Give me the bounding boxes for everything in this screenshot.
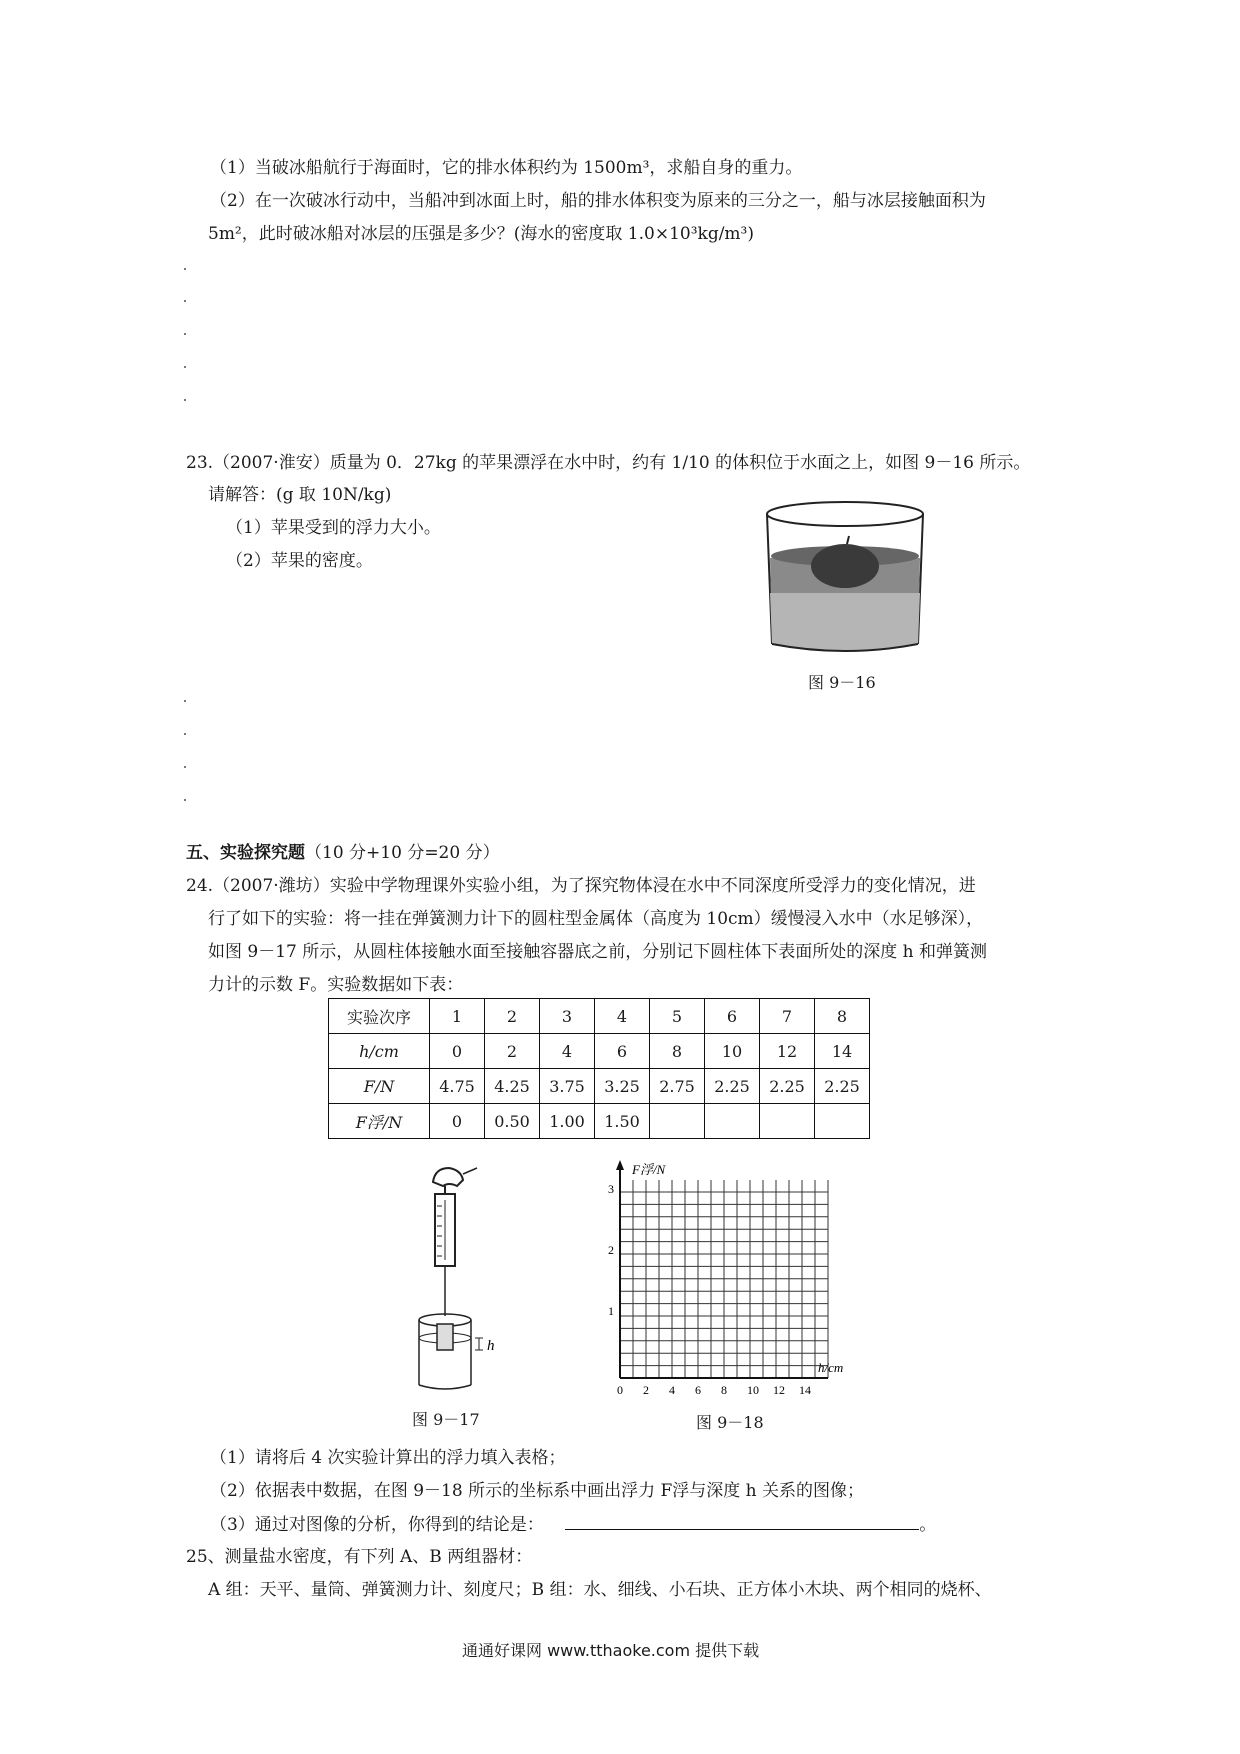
table-cell: 2.25 [760,1069,815,1104]
table-cell: 2 [485,1034,540,1069]
table-cell: 5 [650,999,705,1034]
margin-dot [184,333,186,335]
table-cell: 2 [485,999,540,1034]
table-cell: 0 [430,1104,485,1139]
table-cell: 12 [760,1034,815,1069]
x-tick-label: 14 [799,1383,811,1397]
experiment-data-table [328,998,870,1139]
q25-line2: A 组：天平、量筒、弹簧测力计、刻度尺；B 组：水、细线、小石块、正方体小木块、两个相同的烧杯、 [208,1580,992,1600]
table-cell: 4 [595,999,650,1034]
section-5-score: （10 分+10 分=20 分） [305,843,500,863]
table-cell-blank [760,1104,815,1139]
table-row-h [329,1034,870,1069]
margin-dot [184,733,186,735]
table-cell: 1.50 [595,1104,650,1139]
margin-dot [184,766,186,768]
x-tick-label: 6 [695,1383,701,1397]
table-cell: 6 [595,1034,650,1069]
beaker-apple-figure [760,498,930,660]
q23-line2: 请解答：(g 取 10N/kg) [208,485,392,505]
y-axis-label: F浮/N [632,1162,666,1177]
q23-part2: （2）苹果的密度。 [226,551,373,571]
q22-part1: （1）当破冰船航行于海面时，它的排水体积约为 1500m³，求船自身的重力。 [210,158,803,178]
margin-dot [184,268,186,270]
table-row-header: 实验次序 [329,999,430,1034]
table-cell-blank [650,1104,705,1139]
margin-dot [184,799,186,801]
table-cell: 0.50 [485,1104,540,1139]
q24-part1: （1）请将后 4 次实验计算出的浮力填入表格； [210,1448,566,1468]
x-tick-label: 10 [747,1383,759,1397]
svg-text:h: h [487,1338,495,1354]
section-5-title: 五、实验探究题 [186,843,305,863]
table-cell: 8 [815,999,870,1034]
section-5-heading [186,842,500,864]
margin-dot [184,700,186,702]
table-cell: 2.25 [705,1069,760,1104]
table-cell: 10 [705,1034,760,1069]
table-cell: 0 [430,1034,485,1069]
table-cell: 3 [540,999,595,1034]
x-tick-label: 4 [669,1383,675,1397]
table-cell: 2.75 [650,1069,705,1104]
y-tick-label: 3 [608,1182,614,1196]
margin-dot [184,300,186,302]
footer-text: 通通好课网 www.tthaoke.com 提供下载 [462,1641,760,1660]
fig-9-17-caption: 图 9－17 [412,1410,480,1429]
table-cell: 4.25 [485,1069,540,1104]
q24-line4: 力计的示数 F。实验数据如下表： [208,975,464,995]
q22-part2-line2: 5m²，此时破冰船对冰层的压强是多少？(海水的密度取 1.0×10³kg/m³) [208,224,754,244]
q24-part3-text: （3）通过对图像的分析，你得到的结论是： [210,1515,544,1535]
coordinate-grid-figure [596,1160,866,1400]
table-cell-blank [815,1104,870,1139]
table-cell: 4 [540,1034,595,1069]
q24-line3: 如图 9－17 所示，从圆柱体接触水面至接触容器底之前，分别记下圆柱体下表面所处的深度 h 和弹簧测 [208,942,988,962]
table-cell: 2.25 [815,1069,870,1104]
q24-part2: （2）依据表中数据，在图 9－18 所示的坐标系中画出浮力 F浮与深度 h 关系的图像； [210,1481,865,1501]
q25-line1: 25、测量盐水密度，有下列 A、B 两组器材： [186,1547,533,1567]
table-cell: 8 [650,1034,705,1069]
table-cell: 6 [705,999,760,1034]
table-cell: 1.00 [540,1104,595,1139]
q23-line1: 23.（2007·淮安）质量为 0．27kg 的苹果漂浮在水中时，约有 1/10 的体积位于水面之上，如图 9－16 所示。 [186,453,1031,473]
spring-scale-figure [405,1160,515,1395]
table-cell: 1 [430,999,485,1034]
table-row-trial [329,999,870,1034]
x-tick-label: 0 [617,1383,623,1397]
fig-9-16-caption: 图 9－16 [808,673,876,692]
table-row-f [329,1069,870,1104]
x-tick-label: 8 [721,1383,727,1397]
table-cell: 3.25 [595,1069,650,1104]
margin-dot [184,366,186,368]
table-row-header: F/N [329,1069,430,1104]
fig-9-18-caption: 图 9－18 [696,1413,764,1432]
x-tick-label: 2 [643,1383,649,1397]
table-row-header: F浮/N [329,1104,430,1139]
table-cell: 14 [815,1034,870,1069]
q24-line2: 行了如下的实验：将一挂在弹簧测力计下的圆柱型金属体（高度为 10cm）缓慢浸入水中（水足够深）， [208,909,984,929]
x-axis-label: h/cm [818,1360,844,1375]
table-row-f-buoy [329,1104,870,1139]
q24-line1: 24.（2007·潍坊）实验中学物理课外实验小组，为了探究物体浸在水中不同深度所受浮力的变化情况，进 [186,876,976,896]
table-cell: 4.75 [430,1069,485,1104]
x-tick-label: 12 [773,1383,785,1397]
margin-dot [184,399,186,401]
q22-part2-line1: （2）在一次破冰行动中，当船冲到冰面上时，船的排水体积变为原来的三分之一，船与冰层接触面积为 [210,191,986,211]
q23-part1: （1）苹果受到的浮力大小。 [226,518,441,538]
table-cell: 3.75 [540,1069,595,1104]
answer-blank[interactable] [565,1513,919,1530]
table-row-header: h/cm [329,1034,430,1069]
q24-part3 [210,1513,936,1536]
table-cell: 7 [760,999,815,1034]
y-tick-label: 2 [608,1243,614,1257]
q24-part3-end: 。 [919,1515,937,1535]
table-cell-blank [705,1104,760,1139]
y-tick-label: 1 [608,1304,614,1318]
